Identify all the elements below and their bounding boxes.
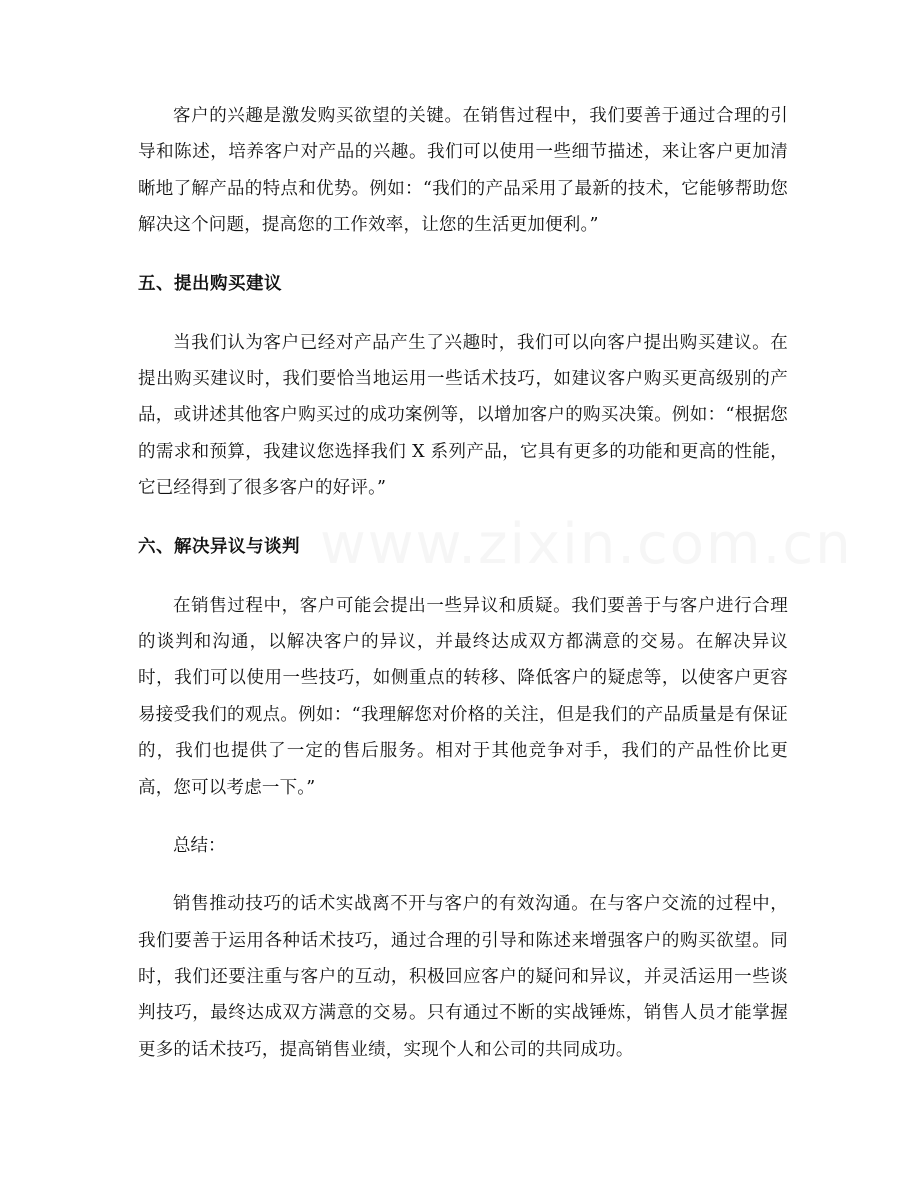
section-5-heading: 五、提出购买建议	[138, 273, 282, 294]
document-body	[138, 98, 788, 1068]
summary-paragraph: 销售推动技巧的话术实战离不开与客户的有效沟通。在与客户交流的过程中，我们要善于运用各种话术技巧，通过合理的引导和陈述来增强客户的购买欲望。同时，我们还要注重与客户的互动，积极回应客户的疑问和异议，并灵活运用一些谈判技巧，最终达成双方满意的交易。只有通过不断的实战锤炼，销售人员才能掌握更多的话术技巧，提高销售业绩，实现个人和公司的共同成功。	[138, 894, 788, 1060]
spacer	[138, 244, 788, 266]
spacer	[138, 507, 788, 529]
spacer	[138, 806, 788, 828]
watermark: www.zixin.com.cn	[320, 512, 853, 577]
section-6-paragraph: 在销售过程中，客户可能会提出一些异议和质疑。我们要善于与客户进行合理的谈判和沟通，以解决客户的异议，并最终达成双方都满意的交易。在解决异议时，我们可以使用一些技巧，如侧重点的转移、降低客户的疑虑等，以使客户更容易接受我们的观点。例如：“我理解您对价格的关注，但是我们的产品质量是有保证的，我们也提供了一定的售后服务。相对于其他竞争对手，我们的产品性价比更高，您可以考虑一下。”	[138, 595, 788, 798]
intro-paragraph: 客户的兴趣是激发购买欲望的关键。在销售过程中，我们要善于通过合理的引导和陈述，培养客户对产品的兴趣。我们可以使用一些细节描述，来让客户更加清晰地了解产品的特点和优势。例如：“我们的产品采用了最新的技术，它能够帮助您解决这个问题，提高您的工作效率，让您的生活更加便利。”	[138, 106, 788, 236]
summary-label: 总结：	[173, 836, 226, 857]
spacer	[138, 565, 788, 588]
section-6-heading: 六、解决异议与谈判	[138, 536, 300, 557]
spacer	[138, 302, 788, 325]
spacer	[138, 864, 788, 886]
section-5-paragraph: 当我们认为客户已经对产品产生了兴趣时，我们可以向客户提出购买建议。在提出购买建议时，我们要恰当地运用一些话术技巧，如建议客户购买更高级别的产品，或讲述其他客户购买过的成功案例等，以增加客户的购买决策。例如：“根据您的需求和预算，我建议您选择我们 X 系列产品，它具有更多的功能和更高的性能，它已经得到了很多客户的好评。”	[138, 332, 788, 499]
